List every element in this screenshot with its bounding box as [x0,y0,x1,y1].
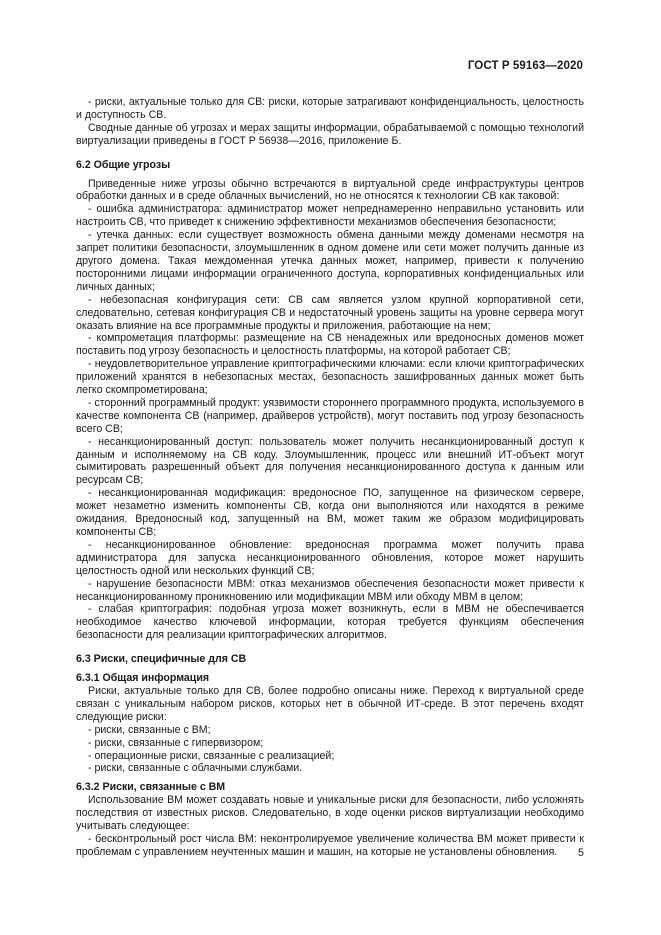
list-item: - несанкционированное обновление: вредоносная программа может получить права администратора для запуска несанкционированного обновления, которое может нарушить целостность одной или нескольких функций СВ; [76,538,584,577]
paragraph: - риски, актуальные только для СВ: риски, которые затрагивают конфиденциальность, целостность и доступность СВ. [76,96,584,121]
paragraph: Приведенные ниже угрозы обычно встречаются в виртуальной среде инфраструктуры центров обработки данных и в среде облачных вычислений, но не относятся к технологии СВ как таковой: [76,177,584,203]
list-item: - риски, связанные с ВМ; [88,723,211,736]
list-item: - риски, связанные с гипервизором; [88,736,264,749]
list-item: - несанкционированная модификация: вредоносное ПО, запущенное на физическом сервере, может незаметно изменить компоненты СВ, когда они выполняются или находятся в режиме ожидания. Вредоносный код, запущенный на ВМ, может таким же образом модифицировать компоненты СВ; [76,487,584,538]
section-heading-6-3: 6.3 Риски, специфичные для СВ [76,653,247,666]
list-item: - небезопасная конфигурация сети: СВ сам является узлом крупной корпоративной сети, следовательно, сетевая конфигурация СВ и недостаточный уровень защиты на уровне сервера могут оказать влияние на все программные продукты и приложения, работающие на нем; [76,293,584,332]
list-item: - неудовлетворительное управление криптографическими ключами: если ключи криптографических приложений хранятся в небезопасных местах, безопасность зашифрованных данных может быть легко скомпрометирована; [76,358,584,397]
subsection-heading-6-3-1: 6.3.1 Общая информация [76,672,210,685]
list-item: - операционные риски, связанные с реализацией; [88,749,335,762]
list-item: - утечка данных: если существует возможность обмена данными между доменами несмотря на запрет политики безопасности, злоумышленник в одном домене или сети может получить данные из другого домена. Такая междоменная утечка данных может, например, привести к получению посторонними лицами информации ограниченного доступа, корпоративных конфиденциальных или личных данных; [76,229,584,293]
document-body [76,96,584,859]
list-item: - ошибка администратора: администратор может непреднамеренно неправильно установить или настроить СВ, что приведет к снижению эффективности механизмов обеспечения безопасности; [76,203,584,229]
list-item: - риски, связанные с облачными службами. [88,762,303,775]
list-item: - сторонний программный продукт: уязвимости стороннего программного продукта, используемого в качестве компонента СВ (например, драйверов устройств), могут поставить под угрозу безопасность всего СВ; [76,396,584,435]
list-item: - бесконтрольный рост числа ВМ: неконтролируемое увеличение количества ВМ может привести к проблемам с управлением неучтенных машин и машин, на которые не установлены обновления. [76,832,584,858]
subsection-heading-6-3-2: 6.3.2 Риски, связанные с ВМ [76,781,226,794]
section-heading-6-2: 6.2 Общие угрозы [76,158,171,171]
list-item: - компрометация платформы: размещение на СВ ненадежных или вредоносных доменов может поставить под угрозу безопасность и целостность платформы, на которой работает СВ; [76,332,584,358]
paragraph: Сводные данные об угрозах и мерах защиты информации, обрабатываемой с помощью технологий виртуализации приведены в ГОСТ Р 56938—2016, приложение Б. [76,121,584,147]
list-item: - несанкционированный доступ: пользователь может получить несанкционированный доступ к данным и исполняемому на СВ коду. Злоумышленник, процесс или внешний ИТ-объект могут сымитировать разрешенный объект для получения несанкционированного доступа к данным или ресурсам СВ; [76,435,584,487]
paragraph: Использование ВМ может создавать новые и уникальные риски для безопасности, либо усложнять последствия от известных рисков. Следовательно, в ходе оценки рисков виртуализации необходимо учитывать следующее: [76,794,584,833]
paragraph: Риски, актуальные только для СВ, более подробно описаны ниже. Переход к виртуальной среде связан с уникальным набором рисков, которых нет в обычной ИТ-среде. В этот перечень входят следующие риски: [76,684,584,723]
list-item: - нарушение безопасности МВМ: отказ механизмов обеспечения безопасности может привести к несанкционированному проникновению или модификации МВМ или обходу МВМ в целом; [76,577,584,603]
list-item: - слабая криптография: подобная угроза может возникнуть, если в МВМ не обеспечивается необходимое качество ключевой информации, которая требуется функциям обеспечения безопасности для реализации криптографических алгоритмов. [76,603,584,642]
page-number: 5 [578,847,584,859]
standard-header: ГОСТ Р 59163—2020 [467,60,583,72]
